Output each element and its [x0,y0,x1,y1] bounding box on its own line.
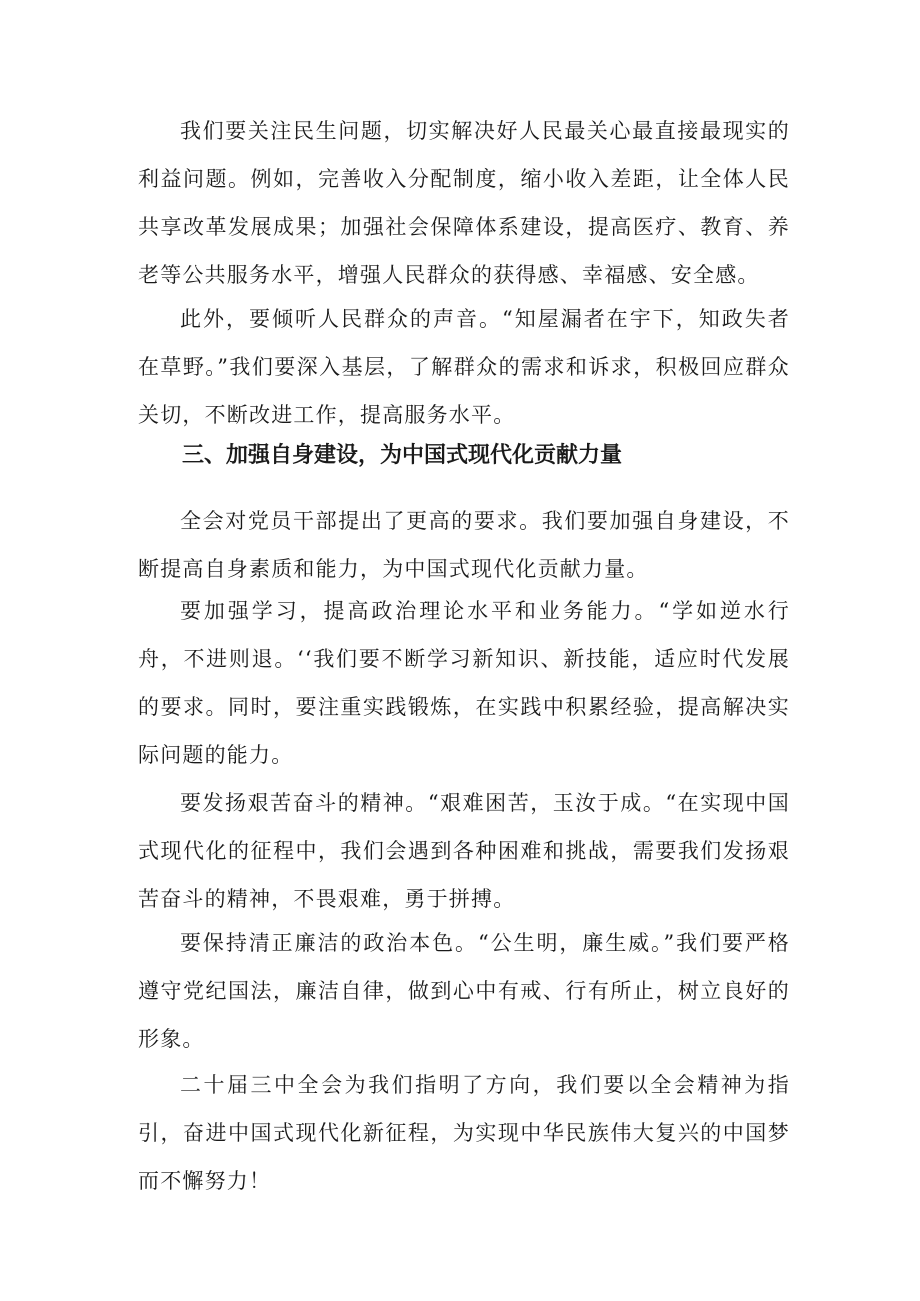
section-heading: 三、加强自身建设，为中国式现代化贡献力量 [182,443,623,468]
paragraph-conclusion: 二十届三中全会为我们指明了方向，我们要以全会精神为指引，奋进中国式现代化新征程，为实现中华民族伟大复兴的中国梦而不懈努力！ [138,1073,790,1193]
paragraph-study: 要加强学习，提高政治理论水平和业务能力。“学如逆水行舟，不进则退。‘‘我们要不断学习新知识、新技能，适应时代发展的要求。同时，要注重实践锻炼，在实践中积累经验，提高解决实际问题的能力。 [138,599,790,767]
paragraph-integrity: 要保持清正廉洁的政治本色。“公生明，廉生威。”我们要严格遵守党纪国法，廉洁自律，做到心中有戒、行有所止，树立良好的形象。 [138,931,790,1051]
paragraph-listen-to-people: 此外，要倾听人民群众的声音。“知屋漏者在宇下，知政失者在草野。”我们要深入基层，了解群众的需求和诉求，积极回应群众关切，不断改进工作，提高服务水平。 [138,307,790,427]
paragraph-hard-work: 要发扬艰苦奋斗的精神。“艰难困苦，玉汝于成。“在实现中国式现代化的征程中，我们会遇到各种困难和挑战，需要我们发扬艰苦奋斗的精神，不畏艰难，勇于拼搏。 [138,791,790,911]
paragraph-livelihood: 我们要关注民生问题，切实解决好人民最关心最直接最现实的利益问题。例如，完善收入分配制度，缩小收入差距，让全体人民共享改革发展成果；加强社会保障体系建设，提高医疗、教育、养老等公共服务水平，增强人民群众的获得感、幸福感、安全感。 [138,119,790,287]
paragraph-self-building: 全会对党员干部提出了更高的要求。我们要加强自身建设，不断提高自身素质和能力，为中国式现代化贡献力量。 [138,509,790,581]
